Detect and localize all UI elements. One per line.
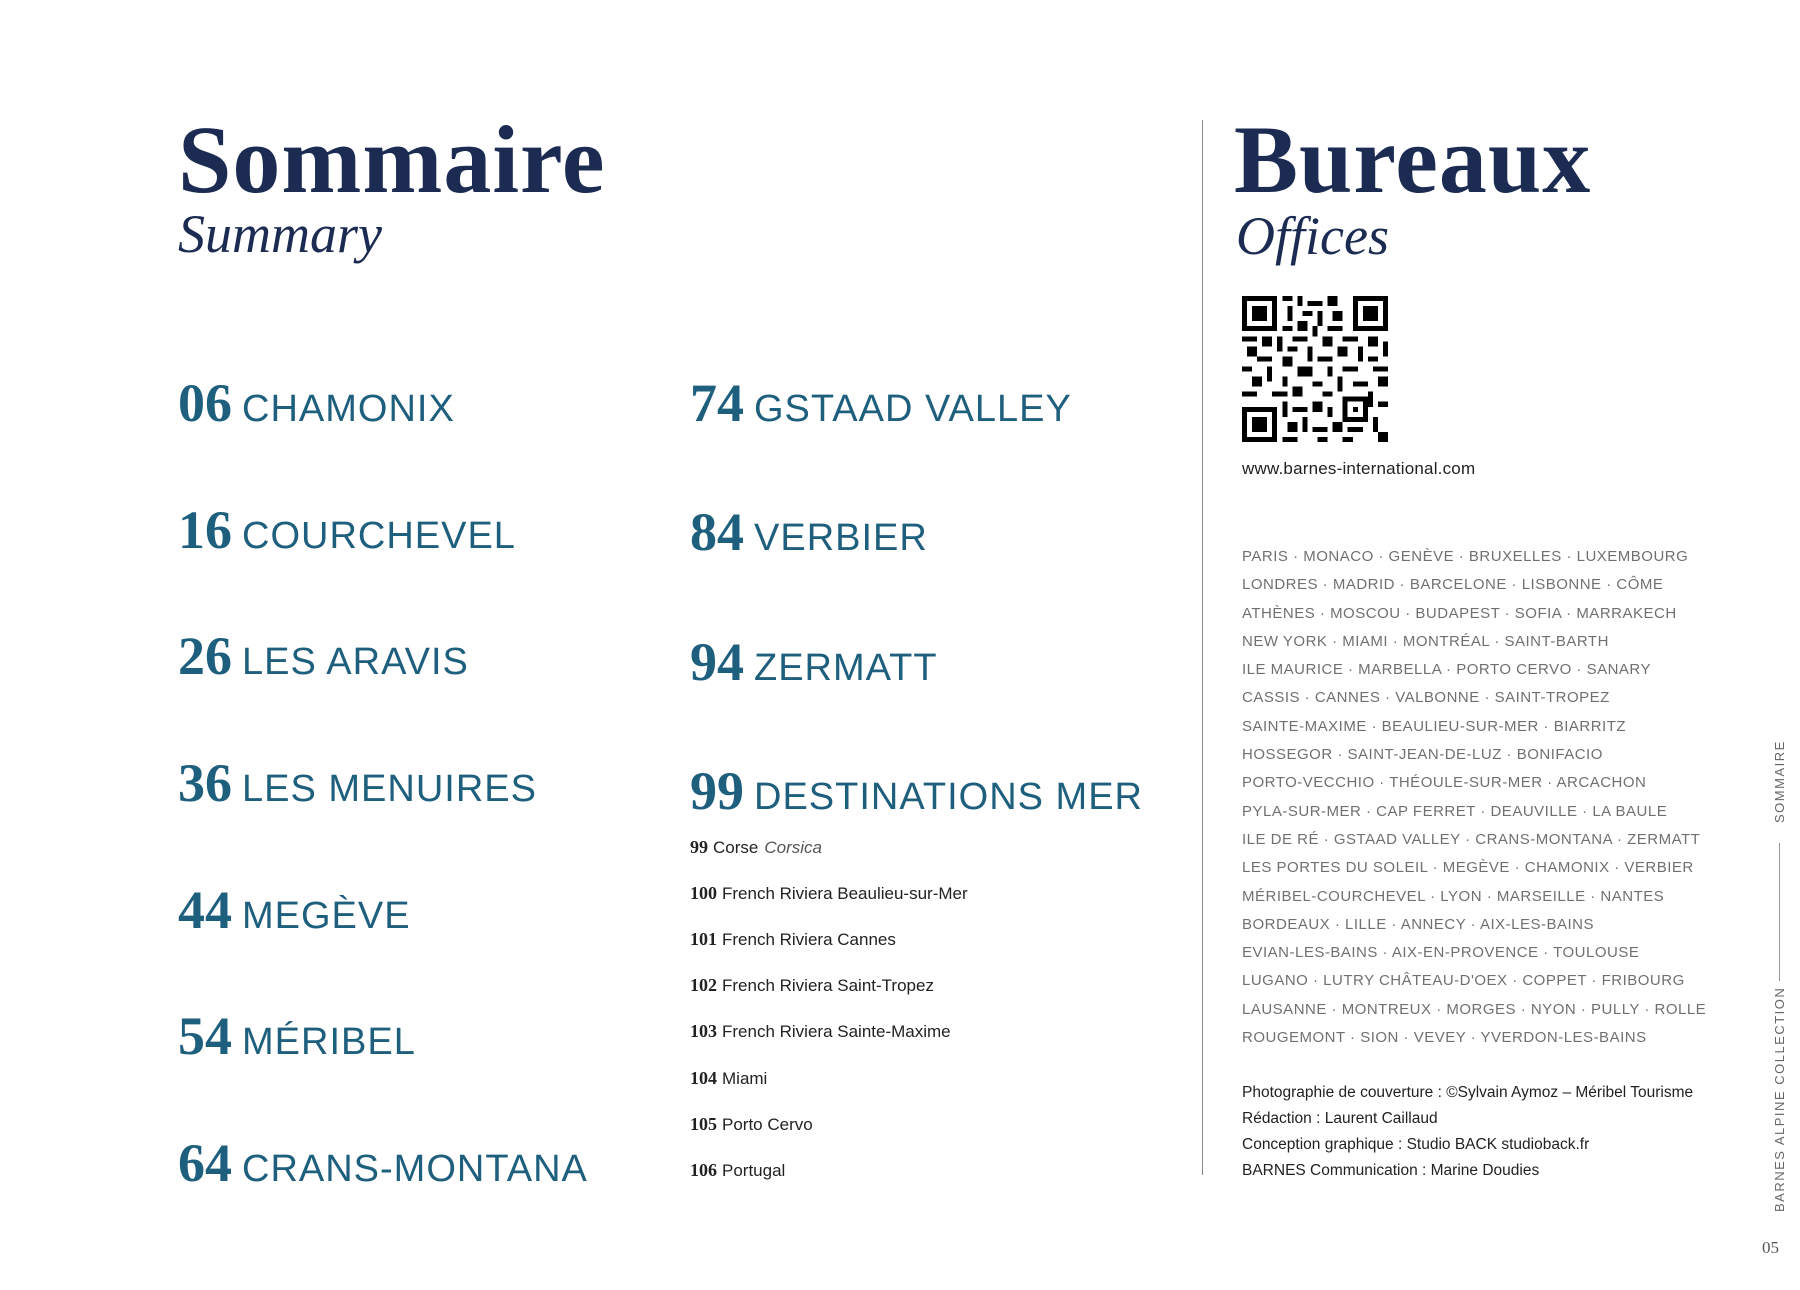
office-cities-line: PYLA-SUR-MER · CAP FERRET · DEAUVILLE · LA BAULE	[1242, 802, 1668, 820]
summary-title: Sommaire	[178, 106, 606, 213]
toc-sub-entry[interactable]	[690, 1115, 813, 1133]
credit-line: Rédaction : Laurent Caillaud	[1242, 1110, 1438, 1127]
toc-sub-entry[interactable]	[690, 884, 968, 902]
toc-destination: MEGÈVE	[242, 895, 411, 937]
toc-destination: LES ARAVIS	[242, 641, 469, 683]
toc-destination: ZERMATT	[754, 647, 938, 689]
toc-sub-entry[interactable]	[690, 1161, 785, 1179]
toc-page-number: 64	[178, 1133, 232, 1193]
office-cities-line: BORDEAUX · LILLE · ANNECY · AIX-LES-BAINS	[1242, 915, 1594, 933]
toc-entry[interactable]	[178, 1133, 588, 1193]
sidebar-collection-label: BARNES ALPINE COLLECTION	[1772, 986, 1787, 1212]
toc-sub-destination: French Riviera Cannes	[722, 930, 896, 949]
office-cities-list	[1242, 543, 1712, 1052]
office-cities-line: LES PORTES DU SOLEIL · MEGÈVE · CHAMONIX · VERBIER	[1242, 859, 1694, 877]
sidebar-section-label: SOMMAIRE	[1772, 740, 1787, 823]
toc-sub-destination: Portugal	[722, 1161, 786, 1180]
toc-entry[interactable]	[178, 1006, 416, 1066]
toc-sub-page-number: 102	[690, 975, 717, 995]
toc-entry[interactable]	[690, 632, 938, 692]
credit-line: Conception graphique : Studio BACK studioback.fr	[1242, 1136, 1590, 1153]
toc-destination: DESTINATIONS MER	[754, 776, 1143, 818]
toc-destination: CHAMONIX	[242, 388, 455, 430]
toc-sub-page-number: 101	[690, 929, 717, 949]
toc-sub-page-number: 103	[690, 1021, 717, 1041]
toc-page-number: 84	[690, 502, 744, 562]
toc-sub-destination: French Riviera Beaulieu-sur-Mer	[722, 884, 968, 903]
office-cities-line: ATHÈNES · MOSCOU · BUDAPEST · SOFIA · MARRAKECH	[1242, 604, 1677, 622]
toc-entry[interactable]	[178, 753, 537, 813]
toc-page-number: 16	[178, 500, 232, 560]
toc-sub-entry[interactable]	[690, 1022, 951, 1040]
toc-page-number: 44	[178, 880, 232, 940]
toc-page-number: 36	[178, 753, 232, 813]
toc-entry[interactable]	[690, 502, 928, 562]
credit-line: Photographie de couverture : ©Sylvain Aymoz – Méribel Tourisme	[1242, 1084, 1694, 1101]
office-cities-line: LAUSANNE · MONTREUX · MORGES · NYON · PULLY · ROLLE	[1242, 1000, 1707, 1018]
office-cities-line: PORTO-VECCHIO · THÉOULE-SUR-MER · ARCACHON	[1242, 774, 1647, 792]
credit-line: BARNES Communication : Marine Doudies	[1242, 1162, 1540, 1179]
offices-title: Bureaux	[1234, 106, 1592, 213]
sidebar-divider	[1779, 843, 1780, 981]
toc-destination: COURCHEVEL	[242, 515, 516, 557]
toc-page-number: 26	[178, 626, 232, 686]
toc-sub-page-number: 99	[690, 837, 708, 857]
toc-sub-translation: Corsica	[764, 838, 822, 857]
office-cities-line: ILE MAURICE · MARBELLA · PORTO CERVO · SANARY	[1242, 661, 1651, 679]
toc-sub-entry[interactable]	[690, 1069, 767, 1087]
toc-sub-destination: Porto Cervo	[722, 1115, 813, 1134]
office-cities-line: HOSSEGOR · SAINT-JEAN-DE-LUZ · BONIFACIO	[1242, 746, 1603, 764]
toc-sub-destination: French Riviera Sainte-Maxime	[722, 1022, 951, 1041]
office-cities-line: MÉRIBEL-COURCHEVEL · LYON · MARSEILLE · NANTES	[1242, 887, 1665, 905]
toc-sub-entry[interactable]	[690, 976, 934, 994]
office-cities-line: LUGANO · LUTRY CHÂTEAU-D'OEX · COPPET · FRIBOURG	[1242, 972, 1685, 990]
office-cities-line: SAINTE-MAXIME · BEAULIEU-SUR-MER · BIARRITZ	[1242, 717, 1627, 735]
toc-entry[interactable]	[690, 761, 1143, 821]
toc-page-number: 74	[690, 373, 744, 433]
toc-sub-destination: Miami	[722, 1069, 768, 1088]
toc-destination: LES MENUIRES	[242, 768, 537, 810]
credits-block	[1242, 1080, 1712, 1184]
toc-destination: MÉRIBEL	[242, 1021, 416, 1063]
toc-sub-entry[interactable]	[690, 838, 822, 856]
toc-sub-page-number: 105	[690, 1114, 717, 1134]
toc-destination: VERBIER	[754, 517, 928, 559]
toc-destination: GSTAAD VALLEY	[754, 388, 1072, 430]
website-link[interactable]: www.barnes-international.com	[1242, 459, 1476, 478]
summary-subtitle: Summary	[178, 204, 382, 264]
toc-entry[interactable]	[178, 500, 516, 560]
office-cities-line: PARIS · MONACO · GENÈVE · BRUXELLES · LUXEMBOURG	[1242, 548, 1689, 565]
offices-subtitle: Offices	[1236, 206, 1389, 266]
office-cities-line: ILE DE RÉ · GSTAAD VALLEY · CRANS-MONTANA · ZERMATT	[1242, 830, 1701, 848]
toc-sub-destination: French Riviera Saint-Tropez	[722, 976, 934, 995]
toc-page-number: 06	[178, 373, 232, 433]
toc-page-number: 99	[690, 761, 744, 821]
toc-entry[interactable]	[690, 373, 1072, 433]
office-cities-line: CASSIS · CANNES · VALBONNE · SAINT-TROPEZ	[1242, 689, 1610, 707]
office-cities-line: EVIAN-LES-BAINS · AIX-EN-PROVENCE · TOULOUSE	[1242, 944, 1640, 962]
toc-sub-page-number: 106	[690, 1160, 717, 1180]
page-number: 05	[1762, 1238, 1779, 1257]
toc-page-number: 54	[178, 1006, 232, 1066]
office-cities-line: NEW YORK · MIAMI · MONTRÉAL · SAINT-BARTH	[1242, 632, 1609, 650]
toc-sub-entry[interactable]	[690, 930, 896, 948]
toc-sub-page-number: 100	[690, 883, 717, 903]
office-cities-line: ROUGEMONT · SION · VEVEY · YVERDON-LES-BAINS	[1242, 1029, 1647, 1047]
toc-entry[interactable]	[178, 373, 455, 433]
toc-destination: CRANS-MONTANA	[242, 1148, 588, 1190]
toc-sub-page-number: 104	[690, 1068, 717, 1088]
toc-sub-destination: Corse	[713, 838, 759, 857]
office-cities-line: LONDRES · MADRID · BARCELONE · LISBONNE · CÔME	[1242, 576, 1664, 594]
column-divider	[1202, 120, 1203, 1175]
toc-entry[interactable]	[178, 880, 411, 940]
toc-entry[interactable]	[178, 626, 469, 686]
toc-page-number: 94	[690, 632, 744, 692]
qr-code-icon[interactable]	[1242, 296, 1388, 442]
